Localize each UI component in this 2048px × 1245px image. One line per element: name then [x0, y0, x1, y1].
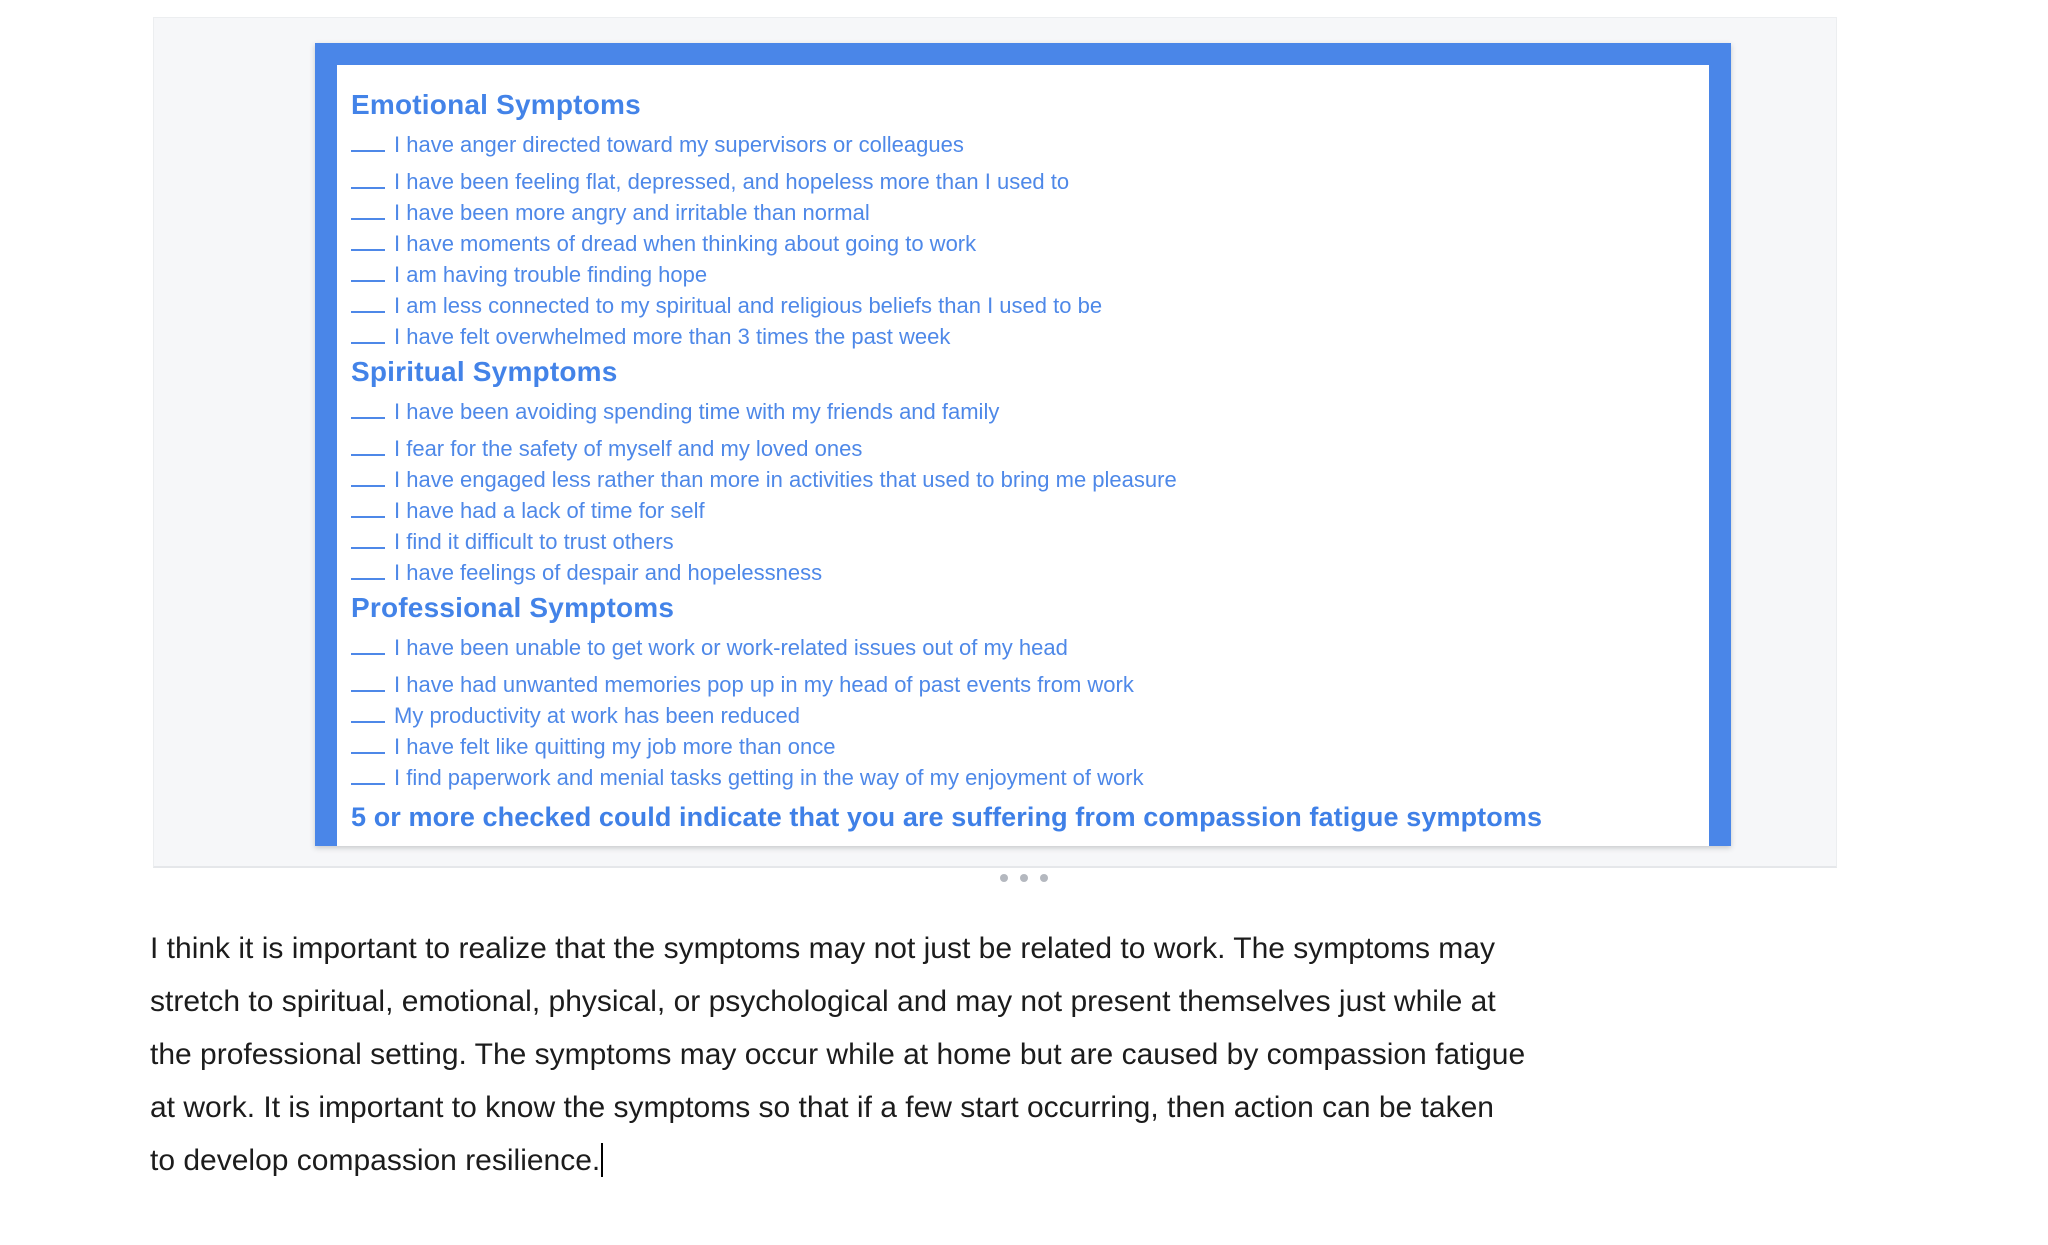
checklist-item-text: I am having trouble finding hope [394, 262, 708, 287]
checklist-item-text: I have engaged less rather than more in activities that used to bring me pleasure [394, 467, 1177, 492]
checklist-item [351, 495, 1693, 526]
checklist-item-text: I have feelings of despair and hopelessness [394, 560, 823, 585]
paragraph-line: stretch to spiritual, emotional, physical, or psychological and may not present themselves just while at [150, 985, 1496, 1018]
handle-dot-icon [1040, 874, 1048, 882]
checklist-footer: 5 or more checked could indicate that you are suffering from compassion fatigue symptoms [351, 802, 1543, 832]
checklist-item [351, 632, 1693, 663]
checklist-item-text: I have been more angry and irritable than normal [394, 200, 870, 225]
paragraph-line: to develop compassion resilience. [150, 1134, 1525, 1187]
checklist-item [351, 290, 1693, 321]
checklist-item-text: I fear for the safety of myself and my loved ones [394, 436, 863, 461]
checklist-item-text: I have felt like quitting my job more than once [394, 734, 836, 759]
blank-line [351, 465, 385, 487]
checklist-item [351, 762, 1693, 793]
checklist-content [337, 65, 1709, 835]
checklist-item [351, 526, 1693, 557]
paragraph-line: I think it is important to realize that the symptoms may not just be related to work. The symptoms may [150, 932, 1495, 965]
checklist-item [351, 197, 1693, 228]
blank-line [351, 633, 385, 655]
checklist-item [351, 433, 1693, 464]
checklist-item [351, 731, 1693, 762]
blank-line [351, 763, 385, 785]
handle-dot-icon [1000, 874, 1008, 882]
checklist-item [351, 166, 1693, 197]
blank-line [351, 130, 385, 152]
checklist-item [351, 321, 1693, 352]
checklist-item-text: I have been unable to get work or work-related issues out of my head [394, 635, 1068, 660]
blank-line [351, 322, 385, 344]
blank-line [351, 291, 385, 313]
blank-line [351, 670, 385, 692]
checklist-item-text: I have had a lack of time for self [394, 498, 705, 523]
blank-line [351, 397, 385, 419]
text-cursor [601, 1143, 603, 1177]
checklist-item-text: I have been avoiding spending time with my friends and family [394, 399, 1000, 424]
checklist-item [351, 129, 1693, 160]
blank-line [351, 167, 385, 189]
checklist-item-text: I have felt overwhelmed more than 3 times the past week [394, 324, 951, 349]
checklist-item-text: I am less connected to my spiritual and religious beliefs than I used to be [394, 293, 1103, 318]
blank-line [351, 260, 385, 282]
checklist-item-text: I have moments of dread when thinking about going to work [394, 231, 977, 256]
section-heading: Professional Symptoms [351, 592, 675, 623]
checklist-item [351, 396, 1693, 427]
blank-line [351, 732, 385, 754]
image-options-handle[interactable] [0, 874, 2048, 882]
checklist-item [351, 669, 1693, 700]
checklist-item-text: I have anger directed toward my supervisors or colleagues [394, 132, 964, 157]
blank-line [351, 558, 385, 580]
paragraph-line: at work. It is important to know the symptoms so that if a few start occurring, then action can be taken [150, 1091, 1494, 1124]
selected-image-canvas[interactable] [153, 17, 1837, 868]
blank-line [351, 496, 385, 518]
compassion-fatigue-checklist-image[interactable] [315, 43, 1731, 846]
checklist-item-text: I find paperwork and menial tasks getting in the way of my enjoyment of work [394, 765, 1144, 790]
checklist-item-text: I find it difficult to trust others [394, 529, 674, 554]
blank-line [351, 527, 385, 549]
checklist-item [351, 228, 1693, 259]
handle-dot-icon [1020, 874, 1028, 882]
section-heading: Emotional Symptoms [351, 89, 641, 120]
checklist-item-text: My productivity at work has been reduced [394, 703, 800, 728]
checklist-item-text: I have been feeling flat, depressed, and hopeless more than I used to [394, 169, 1070, 194]
blank-line [351, 229, 385, 251]
checklist-item [351, 259, 1693, 290]
paragraph-line: the professional setting. The symptoms may occur while at home but are caused by compassion fatigue [150, 1038, 1526, 1071]
checklist-item [351, 700, 1693, 731]
checklist-item [351, 464, 1693, 495]
body-paragraph[interactable] [150, 922, 1525, 1187]
blank-line [351, 434, 385, 456]
blank-line [351, 701, 385, 723]
checklist-item [351, 557, 1693, 588]
section-heading: Spiritual Symptoms [351, 356, 618, 387]
blank-line [351, 198, 385, 220]
checklist-item-text: I have had unwanted memories pop up in my head of past events from work [394, 672, 1134, 697]
